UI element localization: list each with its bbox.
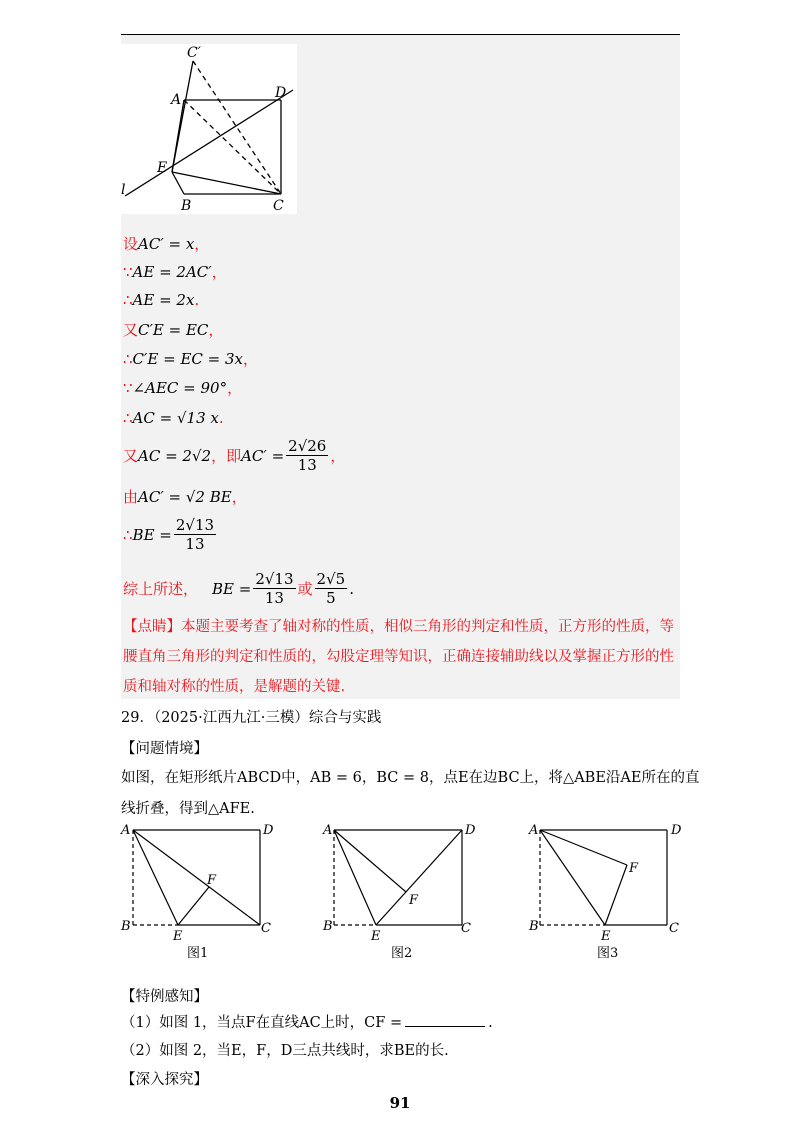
line-10-prefix: ∴ (123, 525, 133, 544)
fig3-label-B: B (529, 919, 539, 934)
question-figures-svg (115, 820, 695, 970)
fig3-label-F: F (629, 861, 639, 876)
line-11-fraction-1 (253, 570, 295, 607)
fig1-label-D: D (263, 823, 274, 838)
fig2-label-E: E (371, 929, 381, 944)
line-4-expression: C′E = EC (138, 321, 209, 339)
solution-comment: 【点睛】本题主要考查了轴对称的性质，相似三角形的判定和性质，正方形的性质，等腰直角三角形的判定和性质的，勾股定理等知识，正确连接辅助线以及掌握正方形的性质和轴对称的性质，是解题的关键. (123, 619, 674, 695)
line-8-numerator: 2√26 (288, 437, 327, 455)
fig2-label-C: C (461, 921, 471, 936)
line-6-expression: ∠AEC = 90° (132, 379, 228, 397)
solution-line-8 (123, 437, 345, 474)
line-6-punct: ， (227, 379, 243, 397)
line-8-expression-2: AC′ = (241, 446, 285, 465)
solution-figure-svg (121, 44, 297, 214)
line-5-expression: C′E = EC = 3x (132, 350, 244, 368)
line-8-expression: AC = 2√2 (138, 446, 212, 465)
question-part-1-text: （1）如图 1，当点F在直线AC上时，CF = (121, 1015, 403, 1031)
line-10-denominator: 13 (185, 535, 205, 553)
line-9-punct: ， (231, 488, 247, 506)
solution-line-9 (123, 487, 247, 507)
fig1-label-E: E (173, 929, 183, 944)
line-7-expression: AC = √13 x (132, 409, 219, 427)
fig2-label-D: D (465, 823, 476, 838)
line-3-prefix: ∴ (123, 291, 133, 309)
label-C: C (273, 198, 284, 214)
solution-line-5 (123, 349, 258, 369)
line-7-punct: . (218, 409, 224, 427)
segment-CprimeC-dashed (193, 61, 281, 194)
fig3-label-A: A (529, 823, 539, 838)
fig2-label-B: B (323, 919, 333, 934)
line-11-punct: . (349, 579, 354, 598)
label-A: A (171, 92, 182, 108)
solution-line-2 (123, 262, 227, 282)
solution-figure (121, 44, 297, 214)
fig3-label-E: E (601, 929, 611, 944)
fig3-label-C: C (669, 921, 679, 936)
line-11-numerator-2: 2√5 (316, 570, 346, 588)
fig2-caption: 图2 (391, 946, 413, 961)
question-part-2: （2）如图 2，当E，F，D三点共线时，求BE的长. (121, 1043, 449, 1059)
line-7-prefix: ∴ (123, 409, 133, 427)
solution-line-1 (123, 234, 209, 254)
line-6-prefix: ∵ (123, 379, 133, 397)
line-10-fraction (174, 516, 216, 553)
line-1-prefix: 设 (123, 235, 139, 253)
fig2-label-F: F (409, 893, 419, 908)
fig1-label-F: F (207, 873, 217, 888)
line-9-expression: AC′ = √2 BE (138, 488, 232, 506)
line-2-expression: AE = 2AC′ (132, 263, 212, 281)
fig1-caption: 图1 (187, 946, 209, 961)
line-8-denominator: 13 (297, 456, 317, 474)
solution-line-10 (123, 516, 218, 553)
fig1-label-C: C (261, 921, 271, 936)
solution-line-6 (123, 378, 242, 398)
line-10-numerator: 2√13 (175, 516, 215, 534)
line-1-expression: AC′ = x (138, 235, 195, 253)
solution-line-11 (123, 570, 354, 607)
answer-blank[interactable] (405, 1012, 485, 1027)
solution-line-3 (123, 290, 199, 310)
line-4-punct: ， (208, 321, 224, 339)
solution-line-7 (123, 408, 224, 428)
label-E: E (157, 160, 168, 176)
fig3-label-D: D (671, 823, 682, 838)
section-special-case: 【特例感知】 (121, 989, 208, 1005)
line-10-expression: BE = (132, 525, 172, 544)
line-8-fraction (286, 437, 328, 474)
question-header: 29．（2025·江西九江·三模）综合与实践 (121, 710, 382, 726)
line-5-punct: ， (243, 350, 259, 368)
line-11-fraction-2 (315, 570, 348, 607)
segment-EC (172, 172, 281, 194)
line-11-prefix: 综上所述， (123, 579, 199, 598)
line-8-connector: ，即 (211, 446, 242, 465)
page-number: 91 (389, 1094, 411, 1112)
fig1-label-B: B (121, 919, 131, 934)
section-deep-exploration: 【深入探究】 (121, 1072, 208, 1088)
question-part-1 (121, 1012, 493, 1033)
label-l: l (121, 182, 126, 198)
fig1-diagonal-AC (133, 830, 260, 925)
label-B: B (181, 198, 192, 214)
line-11-numerator-1: 2√13 (255, 570, 294, 588)
fig3-caption: 图3 (597, 946, 619, 961)
segment-AC-dashed (184, 100, 281, 194)
line-11-or: 或 (297, 579, 313, 598)
question-figures (115, 820, 695, 970)
line-11-denominator-2: 5 (326, 589, 336, 607)
line-11-expression: BE = (212, 579, 252, 598)
line-2-punct: ， (211, 263, 227, 281)
question-stem-line-2: 线折叠，得到△AFE. (121, 801, 255, 817)
line-2-prefix: ∵ (123, 263, 133, 281)
fig2-label-A: A (323, 823, 333, 838)
line-11-denominator-1: 13 (264, 589, 284, 607)
fig1-label-A: A (121, 823, 131, 838)
line-9-prefix: 由 (123, 488, 139, 506)
question-stem-line-1: 如图，在矩形纸片ABCD中，AB = 6，BC = 8，点E在边BC上，将△ABE沿AE所在的直 (121, 770, 700, 786)
line-4-prefix: 又 (123, 321, 139, 339)
section-problem-context: 【问题情境】 (121, 741, 208, 757)
segment-EB (172, 172, 184, 194)
solution-line-4 (123, 320, 223, 340)
line-8-prefix: 又 (123, 446, 139, 465)
line-3-punct: . (194, 291, 200, 309)
label-C-prime: C′ (187, 45, 201, 61)
line-8-punct: ， (330, 446, 346, 465)
label-D: D (275, 85, 287, 101)
line-5-prefix: ∴ (123, 350, 133, 368)
line-3-expression: AE = 2x (132, 291, 195, 309)
question-part-1-punct: . (488, 1015, 493, 1031)
line-1-punct: ， (194, 235, 210, 253)
